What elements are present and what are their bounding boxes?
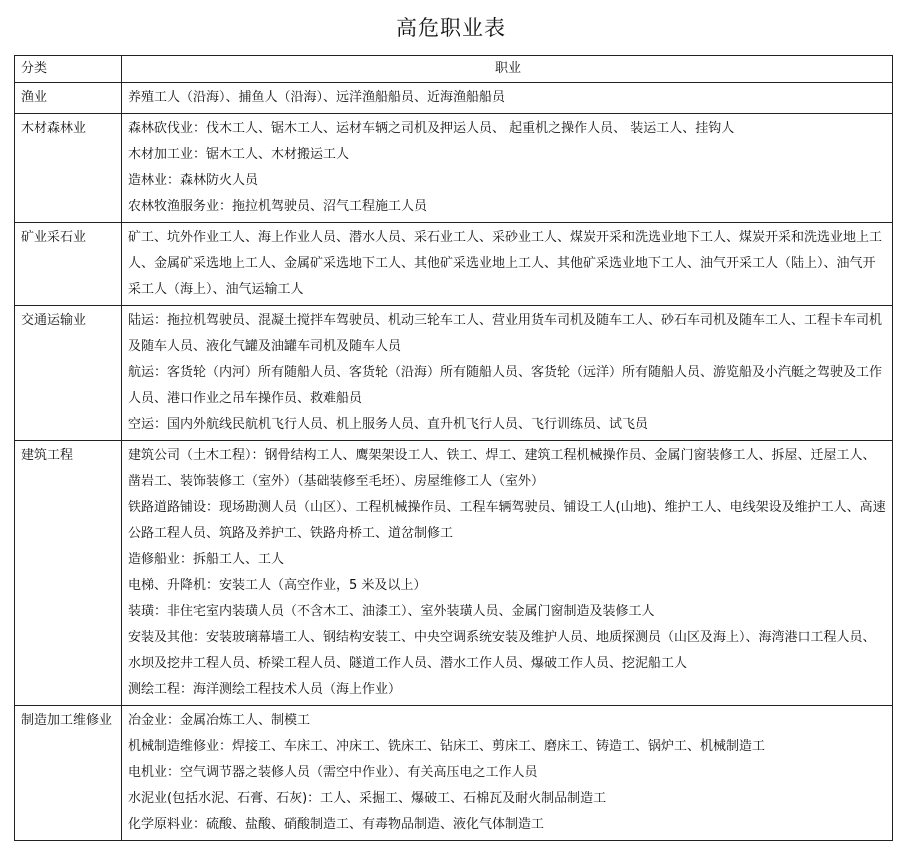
table-row bbox=[15, 441, 893, 706]
occupation-line: 空运：国内外航线民航机飞行人员、机上服务人员、直升机飞行人员、飞行训练员、试飞员 bbox=[128, 417, 649, 432]
occupation-line: 造林业：森林防火人员 bbox=[128, 173, 259, 188]
page-title: 高危职业表 bbox=[396, 16, 506, 40]
occupation-line: 造修船业：拆船工人、工人 bbox=[128, 552, 285, 567]
occupation-cell bbox=[122, 306, 893, 441]
occupation-cell bbox=[122, 441, 893, 706]
occupation-cell bbox=[122, 114, 893, 223]
category-cell: 木材森林业 bbox=[15, 114, 122, 223]
table-row bbox=[15, 706, 893, 841]
occupation-line: 森林砍伐业：伐木工人、锯木工人、运材车辆之司机及押运人员、 起重机之操作人员、 装运工人、挂钩人 bbox=[128, 121, 735, 136]
occupation-line: 农林牧渔服务业：拖拉机驾驶员、沼气工程施工人员 bbox=[128, 199, 428, 214]
table-row bbox=[15, 306, 893, 441]
category-cell: 交通运输业 bbox=[15, 306, 122, 441]
category-cell: 建筑工程 bbox=[15, 441, 122, 706]
occupation-line: 水泥业(包括水泥、石膏、石灰)：工人、采掘工、爆破工、石棉瓦及耐火制品制造工 bbox=[128, 791, 607, 806]
occupation-line: 安装及其他：安装玻璃幕墙工人、钢结构安装工、中央空调系统安装及维护人员、地质探测员（山区及海上）、海湾港口工程人员、水坝及挖井工程人员、桥梁工程人员、隧道工作人员、潜水工作人员、爆破工作人员、挖泥船工人 bbox=[128, 630, 876, 671]
table-body bbox=[15, 83, 893, 841]
category-cell: 制造加工维修业 bbox=[15, 706, 122, 841]
occupation-line: 冶金业：金属冶炼工人、制模工 bbox=[128, 713, 311, 728]
occupation-line: 机械制造维修业：焊接工、车床工、冲床工、铣床工、钻床工、剪床工、磨床工、铸造工、锅炉工、机械制造工 bbox=[128, 739, 766, 754]
occupation-line: 陆运：拖拉机驾驶员、混凝土搅拌车驾驶员、机动三轮车工人、营业用货车司机及随车工人、砂石车司机及随车工人、工程卡车司机及随车人员、液化气罐及油罐车司机及随车人员 bbox=[128, 313, 883, 354]
occupation-cell bbox=[122, 706, 893, 841]
occupation-line: 电机业：空气调节器之装修人员（需空中作业）、有关高压电之工作人员 bbox=[128, 765, 538, 780]
table-row bbox=[15, 114, 893, 223]
occupation-line: 航运：客货轮（内河）所有随船人员、客货轮（沿海）所有随船人员、客货轮（远洋）所有随船人员、游览船及小汽艇之驾驶及工作人员、港口作业之吊车操作员、救难船员 bbox=[128, 365, 883, 406]
occupation-cell bbox=[122, 223, 893, 306]
table-row bbox=[15, 83, 893, 114]
occupation-line: 矿工、坑外作业工人、海上作业人员、潜水人员、采石业工人、采砂业工人、煤炭开采和洗选业地下工人、煤炭开采和洗选业地上工人、金属矿采选地上工人、金属矿采选地下工人、其他矿采选业地上工人、其他矿采选业地下工人、油气开采工人（陆上）、油气开采工人（海上）、油气运输工人 bbox=[128, 230, 883, 297]
table-header-row bbox=[15, 56, 893, 83]
category-cell: 渔业 bbox=[15, 83, 122, 114]
high-risk-occupation-table bbox=[14, 55, 893, 841]
occupation-line: 铁路道路铺设：现场勘测人员（山区）、工程机械操作员、工程车辆驾驶员、铺设工人(山地)、维护工人、电线架设及维护工人、高速公路工程人员、筑路及养护工、铁路舟桥工、道岔制修工 bbox=[128, 500, 886, 541]
category-cell: 矿业采石业 bbox=[15, 223, 122, 306]
occupation-line: 装璜：非住宅室内装璜人员（不含木工、油漆工）、室外装璜人员、金属门窗制造及装修工人 bbox=[128, 604, 655, 619]
occupation-line: 木材加工业：锯木工人、木材搬运工人 bbox=[128, 147, 350, 162]
table-row bbox=[15, 223, 893, 306]
occupation-line: 化学原料业：硫酸、盐酸、硝酸制造工、有毒物品制造、液化气体制造工 bbox=[128, 817, 545, 832]
header-category: 分类 bbox=[15, 56, 122, 83]
occupation-cell bbox=[122, 83, 893, 114]
header-occupation: 职业 bbox=[122, 56, 893, 83]
occupation-line: 养殖工人（沿海）、捕鱼人（沿海）、远洋渔船船员、近海渔船船员 bbox=[128, 90, 506, 105]
occupation-line: 建筑公司（土木工程）：钢骨结构工人、鹰架架设工人、铁工、焊工、建筑工程机械操作员、金属门窗装修工人、拆屋、迁屋工人、凿岩工、装饰装修工（室外）（基础装修至毛坯）、房屋维修工人（室外） bbox=[128, 448, 876, 489]
occupation-line: 电梯、升降机：安装工人（高空作业，5 米及以上） bbox=[128, 578, 427, 593]
occupation-line: 测绘工程：海洋测绘工程技术人员（海上作业） bbox=[128, 682, 402, 697]
